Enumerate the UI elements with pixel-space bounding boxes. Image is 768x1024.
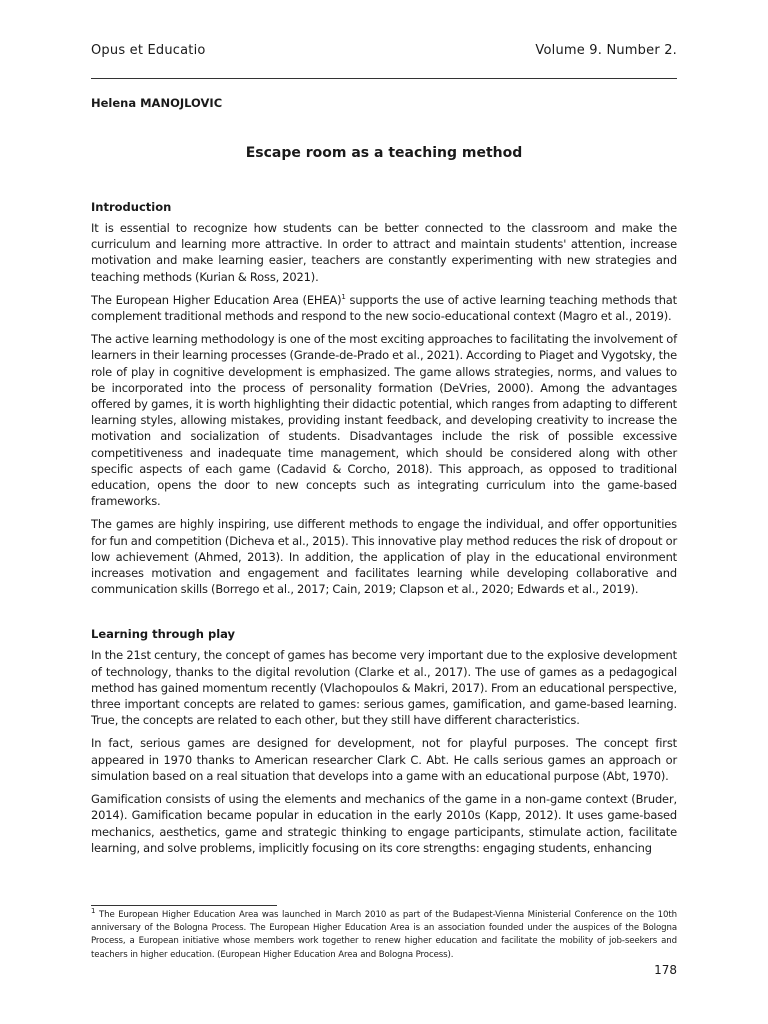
author-name: Helena MANOJLOVIC xyxy=(91,96,223,110)
running-header xyxy=(91,43,677,58)
article-title: Escape room as a teaching method xyxy=(245,145,523,161)
paragraph: In fact, serious games are designed for development, not for playful purposes. The concept first appeared in 1970 thanks to American researcher Clark C. Abt. He calls serious games an approach or simulation based on a real situation that develops into a game with an educational purpose (Abt, 1970). xyxy=(91,736,677,783)
section-spacer xyxy=(91,604,677,627)
paragraph-text: supports the use of active learning teaching methods that complement traditional methods and respond to the new socio-educational context (Magro et al., 2019). xyxy=(91,292,677,324)
page-number: 178 xyxy=(654,963,677,977)
volume-number: Volume 9. Number 2. xyxy=(535,43,677,58)
section-heading-learning-through-play: Learning through play xyxy=(91,627,236,642)
page xyxy=(91,0,677,1024)
paragraph: It is essential to recognize how students can be better connected to the classroom and make the curriculum and learning more attractive. In order to attract and maintain students' attention, increase motivation and make learning easier, teachers are constantly experimenting with new strategies and teaching methods (Kurian & Ross, 2021). xyxy=(91,221,677,284)
journal-name: Opus et Educatio xyxy=(91,43,206,58)
footnote-rule xyxy=(91,905,277,906)
header-rule xyxy=(91,78,677,79)
footnote-reference[interactable]: 1 xyxy=(341,293,346,301)
article-body xyxy=(91,200,677,863)
section-heading-introduction: Introduction xyxy=(91,200,172,214)
footnote-text: The European Higher Education Area was launched in March 2010 as part of the Budapest-Vienna Ministerial Conference on the 10th anniversary of the Bologna Process. The European Higher Education Area is an association founded under the auspices of the Bologna Process, a European initiative whose members work together to renew higher education and facilitate the mobility of job-seekers and teachers in higher education. (European Higher Education Area and Bologna Process). xyxy=(91,910,677,960)
footnote xyxy=(91,909,677,962)
footnote-marker: 1 xyxy=(91,907,96,916)
paragraph: The active learning methodology is one of the most exciting approaches to facilitating the involvement of learners in their learning processes (Grande-de-Prado et al., 2021). According to Piaget and Vygotsky, the role of play in cognitive development is emphasized. The game allows strategies, norms, and values to be incorporated into the process of personality formation (DeVries, 2000). Among the advantages offered by games, it is worth highlighting their didactic potential, which ranges from adapting to different learning styles, allowing mistakes, providing instant feedback, and developing creativity to increase the motivation and socialization of students. Disadvantages include the risk of possible excessive competitiveness and inadequate time management, which should be considered along with other specific aspects of each game (Cadavid & Corcho, 2018). This approach, as opposed to traditional education, opens the door to new concepts such as integrating curriculum into the game-based frameworks. xyxy=(91,332,677,509)
paragraph xyxy=(91,292,677,324)
paragraph: In the 21st century, the concept of games has become very important due to the explosive development of technology, thanks to the digital revolution (Clarke et al., 2017). The use of games as a pedagogical method has gained momentum recently (Vlachopoulos & Makri, 2017). From an educational perspective, three important concepts are related to games: serious games, gamification, and game-based learning. True, the concepts are related to each other, but they still have different characteristics. xyxy=(91,648,677,728)
paragraph-text: The European Higher Education Area (EHEA) xyxy=(91,292,342,307)
paragraph: Gamification consists of using the elements and mechanics of the game in a non-game context (Bruder, 2014). Gamification became popular in education in the early 2010s (Kapp, 2012). It uses game-based mechanics, aesthetics, game and strategic thinking to engage participants, stimulate action, facilitate learning, and solve problems, implicitly focusing on its core strengths: engaging students, enhancing xyxy=(91,792,677,855)
paragraph: The games are highly inspiring, use different methods to engage the individual, and offer opportunities for fun and competition (Dicheva et al., 2015). This innovative play method reduces the risk of dropout or low achievement (Ahmed, 2013). In addition, the application of play in the educational environment increases motivation and engagement and facilitates learning while developing collaborative and communication skills (Borrego et al., 2017; Cain, 2019; Clapson et al., 2020; Edwards et al., 2019). xyxy=(91,517,677,597)
